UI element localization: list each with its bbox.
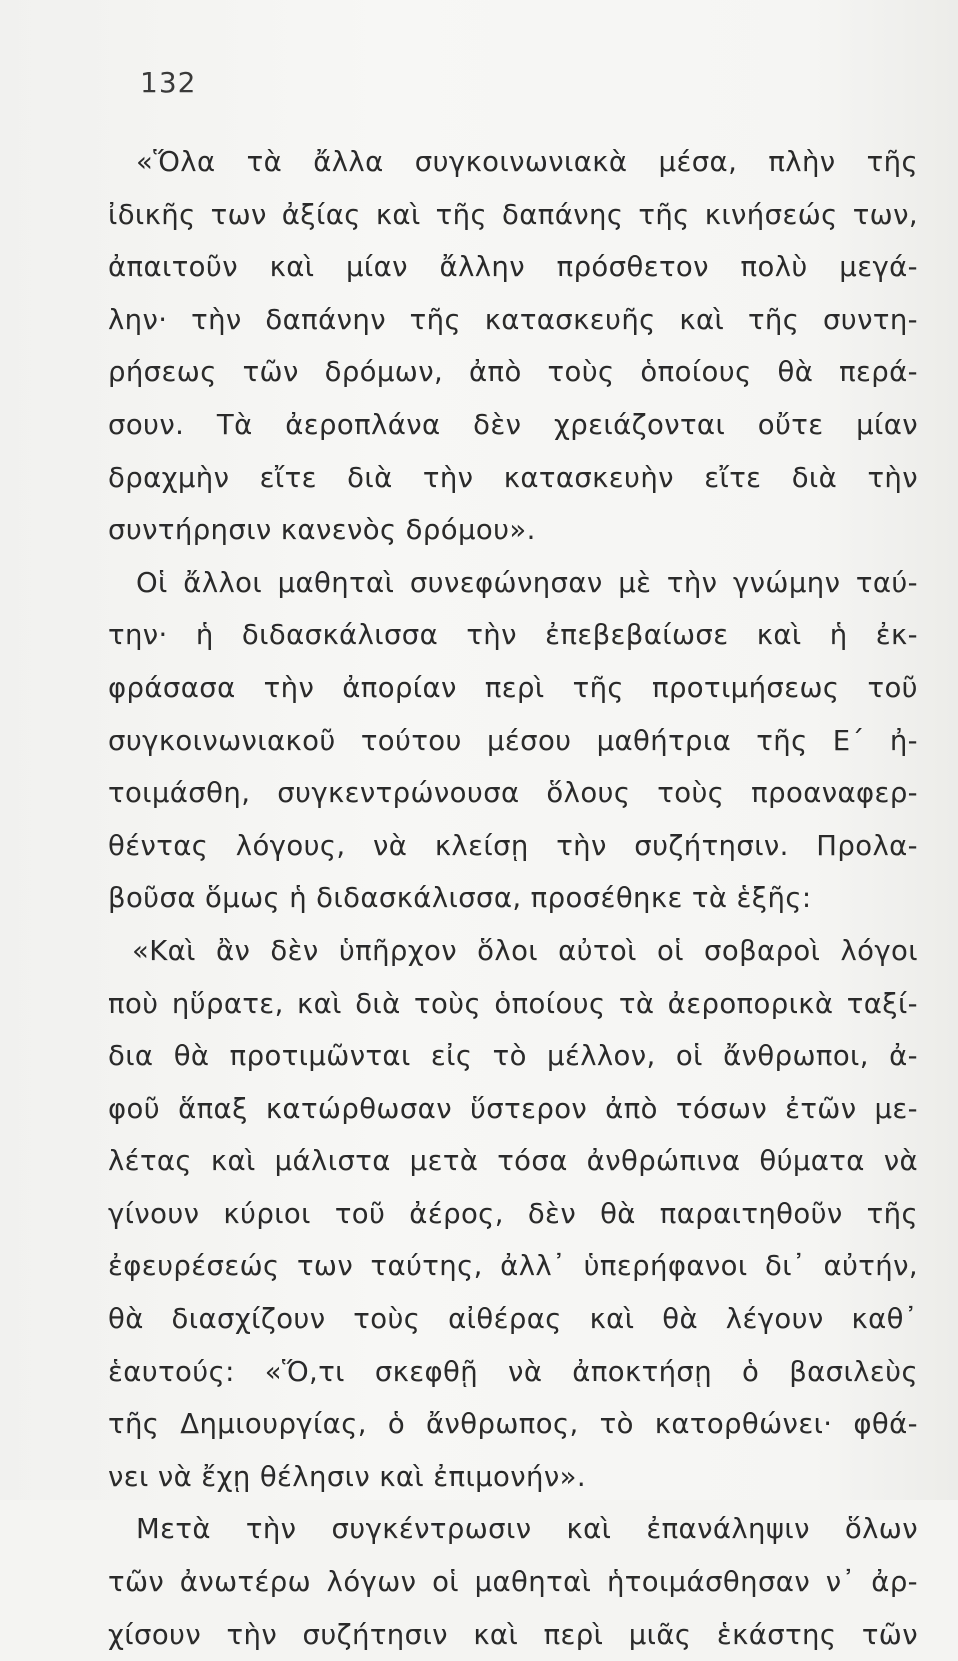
text-line: Μετὰ τὴν συγκέντρωσιν καὶ ἐπανάληψιν ὅλων bbox=[136, 1513, 918, 1546]
text-line: ἐφευρέσεώς των ταύτης, ἀλλ᾽ ὑπερήφανοι δι᾽ αὐτήν, bbox=[108, 1250, 918, 1283]
text-line: χίσουν τὴν συζήτησιν καὶ περὶ μιᾶς ἑκάστης τῶν bbox=[108, 1618, 918, 1651]
text-line: λην· τὴν δαπάνην τῆς κατασκευῆς καὶ τῆς συντη- bbox=[108, 303, 918, 336]
text-line: ποὺ ηὕρατε, καὶ διὰ τοὺς ὁποίους τὰ ἀεροπορικὰ ταξί- bbox=[108, 987, 918, 1020]
text-line: δια θὰ προτιμῶνται εἰς τὸ μέλλον, οἱ ἄνθρωποι, ἀ- bbox=[108, 1040, 918, 1073]
body-text bbox=[108, 136, 918, 1661]
text-line: την· ἡ διδασκάλισσα τὴν ἐπεβεβαίωσε καὶ ἡ ἐκ- bbox=[108, 619, 918, 652]
text-line: τῶν ἀνωτέρω λόγων οἱ μαθηταὶ ἡτοιμάσθησαν ν᾽ ἀρ- bbox=[108, 1566, 918, 1599]
text-line: Οἱ ἄλλοι μαθηταὶ συνεφώνησαν μὲ τὴν γνώμην ταύ- bbox=[136, 566, 918, 599]
text-line: συγκοινωνιακοῦ τούτου μέσου μαθήτρια τῆς Ε΄ ἠ- bbox=[108, 724, 918, 757]
text-line: σουν. Τὰ ἀεροπλάνα δὲν χρειάζονται οὔτε μίαν bbox=[108, 408, 918, 441]
text-line: φοῦ ἅπαξ κατώρθωσαν ὕστερον ἀπὸ τόσων ἐτῶν με- bbox=[108, 1092, 918, 1125]
text-line: ρήσεως τῶν δρόμων, ἀπὸ τοὺς ὁποίους θὰ περά- bbox=[108, 356, 918, 389]
text-line: βοῦσα ὅμως ἡ διδασκάλισσα, προσέθηκε τὰ ἑξῆς: bbox=[108, 882, 812, 915]
text-line: θὰ διασχίζουν τοὺς αἰθέρας καὶ θὰ λέγουν καθ᾽ bbox=[108, 1303, 918, 1336]
text-line: δραχμὴν εἴτε διὰ τὴν κατασκευὴν εἴτε διὰ τὴν bbox=[108, 461, 918, 494]
text-line: ἀπαιτοῦν καὶ μίαν ἄλλην πρόσθετον πολὺ μεγά- bbox=[108, 251, 918, 284]
text-line: γίνουν κύριοι τοῦ ἀέρος, δὲν θὰ παραιτηθοῦν τῆς bbox=[108, 1197, 918, 1230]
text-line: ἑαυτούς: «Ὅ,τι σκεφθῇ νὰ ἀποκτήσῃ ὁ βασιλεὺς bbox=[108, 1355, 918, 1388]
text-line: συντήρησιν κανενὸς δρόμου». bbox=[108, 514, 536, 547]
text-line: λέτας καὶ μάλιστα μετὰ τόσα ἀνθρώπινα θύματα νὰ bbox=[108, 1145, 918, 1178]
text-line: «Καὶ ἂν δὲν ὑπῆρχον ὅλοι αὐτοὶ οἱ σοβαροὶ λόγοι bbox=[132, 934, 918, 967]
text-line: φράσασα τὴν ἀπορίαν περὶ τῆς προτιμήσεως τοῦ bbox=[108, 671, 918, 704]
text-line: τοιμάσθη, συγκεντρώνουσα ὅλους τοὺς προαναφερ- bbox=[108, 777, 918, 810]
text-line: «Ὅλα τὰ ἄλλα συγκοινωνιακὰ μέσα, πλὴν τῆς bbox=[136, 146, 918, 178]
text-line: τῆς Δημιουργίας, ὁ ἄνθρωπος, τὸ κατορθώνει· φθά- bbox=[108, 1408, 918, 1441]
page-number: 132 bbox=[140, 66, 197, 99]
text-line: θέντας λόγους, νὰ κλείσῃ τὴν συζήτησιν. Προλα- bbox=[108, 829, 918, 862]
text-line: ἰδικῆς των ἀξίας καὶ τῆς δαπάνης τῆς κινήσεώς των, bbox=[108, 198, 918, 231]
text-line: νει νὰ ἔχῃ θέλησιν καὶ ἐπιμονήν». bbox=[108, 1460, 587, 1493]
